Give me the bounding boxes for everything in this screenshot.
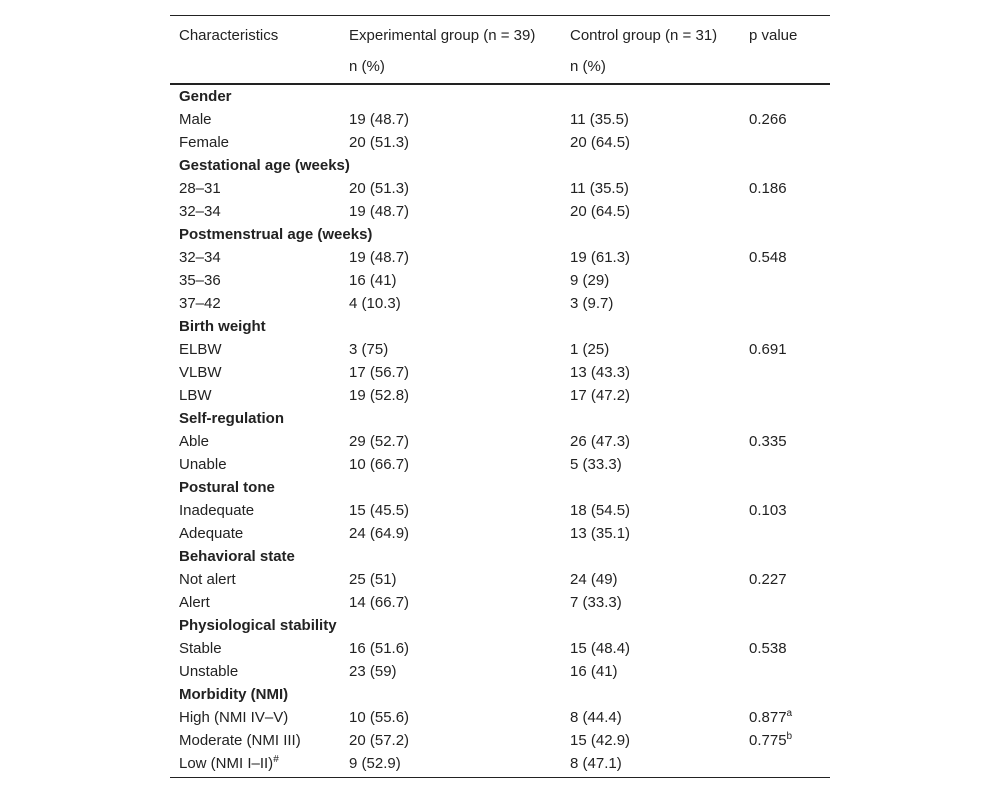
row-label: Female: [179, 134, 230, 151]
control-value-cell: [561, 269, 740, 292]
p-value: 0.335: [749, 433, 787, 450]
header-experimental: Experimental group (n = 39): [340, 16, 561, 48]
p-value-cell: [740, 522, 830, 545]
control-value: 26 (47.3): [570, 433, 631, 450]
row-label-cell: [170, 108, 340, 131]
p-value: 0.103: [749, 502, 787, 519]
row-label: High (NMI IV–V): [179, 709, 289, 726]
table-row: [170, 246, 830, 269]
header-control-unit: n (%): [561, 47, 740, 84]
row-label: Moderate (NMI III): [179, 732, 301, 749]
experimental-value-cell: [340, 752, 561, 778]
row-label: 32–34: [179, 249, 221, 266]
p-value-cell: [740, 660, 830, 683]
section-title: Gestational age (weeks): [179, 157, 350, 174]
control-value: 13 (35.1): [570, 525, 631, 542]
row-label-cell: [170, 568, 340, 591]
experimental-value: 19 (52.8): [349, 387, 410, 404]
p-value-cell: [740, 361, 830, 384]
control-value-cell: [561, 246, 740, 269]
experimental-value-cell: [340, 246, 561, 269]
control-value-cell: [561, 292, 740, 315]
p-value-cell: [740, 269, 830, 292]
section-header-row: [170, 614, 830, 637]
experimental-value-cell: [340, 200, 561, 223]
row-label: Adequate: [179, 525, 244, 542]
section-title: Self-regulation: [179, 410, 285, 427]
p-value-cell: [740, 384, 830, 407]
experimental-value: 14 (66.7): [349, 594, 410, 611]
row-label: Male: [179, 111, 212, 128]
experimental-value: 24 (64.9): [349, 525, 410, 542]
p-value-cell: [740, 338, 830, 361]
section-header-row: [170, 315, 830, 338]
p-value: 0.877: [749, 709, 787, 726]
experimental-value: 25 (51): [349, 571, 397, 588]
experimental-value: 10 (66.7): [349, 456, 410, 473]
p-value-cell: [740, 131, 830, 154]
control-value-cell: [561, 706, 740, 729]
control-value: 8 (44.4): [570, 709, 622, 726]
p-value-cell: [740, 729, 830, 752]
row-label: LBW: [179, 387, 212, 404]
table-row: [170, 131, 830, 154]
row-label-cell: [170, 453, 340, 476]
table-row: [170, 660, 830, 683]
table-row: [170, 200, 830, 223]
row-label: VLBW: [179, 364, 222, 381]
section-header-row: [170, 223, 830, 246]
experimental-value: 29 (52.7): [349, 433, 410, 450]
row-label: 35–36: [179, 272, 221, 289]
p-value-cell: [740, 637, 830, 660]
row-label-cell: [170, 338, 340, 361]
p-value: 0.186: [749, 180, 787, 197]
row-label-cell: [170, 269, 340, 292]
table-row: [170, 522, 830, 545]
control-value-cell: [561, 591, 740, 614]
row-label-cell: [170, 637, 340, 660]
control-value: 20 (64.5): [570, 203, 631, 220]
experimental-value-cell: [340, 108, 561, 131]
table-row: [170, 752, 830, 778]
experimental-value-cell: [340, 637, 561, 660]
p-value-cell: [740, 453, 830, 476]
p-value: 0.548: [749, 249, 787, 266]
experimental-value: 19 (48.7): [349, 203, 410, 220]
control-value: 13 (43.3): [570, 364, 631, 381]
experimental-value: 9 (52.9): [349, 755, 401, 772]
table-row: [170, 384, 830, 407]
row-label-cell: [170, 131, 340, 154]
experimental-value-cell: [340, 292, 561, 315]
p-value-footnote: a: [786, 708, 793, 719]
control-value: 24 (49): [570, 571, 618, 588]
row-label-cell: [170, 752, 340, 778]
control-value-cell: [561, 660, 740, 683]
p-value-cell: [740, 706, 830, 729]
control-value-cell: [561, 453, 740, 476]
control-value: 8 (47.1): [570, 755, 622, 772]
row-label: Alert: [179, 594, 210, 611]
row-label-cell: [170, 591, 340, 614]
row-label: Able: [179, 433, 210, 450]
section-title: Morbidity (NMI): [179, 686, 289, 703]
table-row: [170, 292, 830, 315]
section-header-row: [170, 84, 830, 108]
table-row: [170, 108, 830, 131]
row-label-cell: [170, 660, 340, 683]
control-value: 1 (25): [570, 341, 610, 358]
table-row: [170, 499, 830, 522]
experimental-value-cell: [340, 706, 561, 729]
control-value: 9 (29): [570, 272, 610, 289]
experimental-value: 19 (48.7): [349, 111, 410, 128]
experimental-value: 3 (75): [349, 341, 389, 358]
p-value: 0.775: [749, 732, 787, 749]
control-value: 7 (33.3): [570, 594, 622, 611]
table-row: [170, 706, 830, 729]
header-control: Control group (n = 31): [561, 16, 740, 48]
p-value: 0.691: [749, 341, 787, 358]
control-value-cell: [561, 177, 740, 200]
control-value-cell: [561, 568, 740, 591]
control-value: 18 (54.5): [570, 502, 631, 519]
p-value-cell: [740, 430, 830, 453]
p-value-cell: [740, 246, 830, 269]
experimental-value-cell: [340, 660, 561, 683]
control-value: 15 (48.4): [570, 640, 631, 657]
control-value-cell: [561, 729, 740, 752]
control-value: 20 (64.5): [570, 134, 631, 151]
experimental-value: 16 (41): [349, 272, 397, 289]
row-label: Not alert: [179, 571, 236, 588]
p-value-cell: [740, 292, 830, 315]
control-value: 17 (47.2): [570, 387, 631, 404]
section-header-row: [170, 683, 830, 706]
experimental-value-cell: [340, 499, 561, 522]
experimental-value-cell: [340, 384, 561, 407]
row-label-cell: [170, 384, 340, 407]
row-label: Inadequate: [179, 502, 255, 519]
row-label-cell: [170, 200, 340, 223]
control-value: 11 (35.5): [570, 180, 629, 197]
section-header-row: [170, 154, 830, 177]
control-value-cell: [561, 499, 740, 522]
row-label-cell: [170, 246, 340, 269]
control-value: 16 (41): [570, 663, 618, 680]
p-value-cell: [740, 200, 830, 223]
control-value-cell: [561, 522, 740, 545]
p-value-cell: [740, 499, 830, 522]
row-label: Unable: [179, 456, 227, 473]
section-header-row: [170, 476, 830, 499]
experimental-value-cell: [340, 338, 561, 361]
experimental-value-cell: [340, 522, 561, 545]
section-header-row: [170, 407, 830, 430]
control-value-cell: [561, 361, 740, 384]
section-title: Postural tone: [179, 479, 275, 496]
experimental-value-cell: [340, 729, 561, 752]
table-row: [170, 338, 830, 361]
row-label-cell: [170, 361, 340, 384]
control-value-cell: [561, 200, 740, 223]
experimental-value: 19 (48.7): [349, 249, 410, 266]
row-label-cell: [170, 499, 340, 522]
control-value-cell: [561, 752, 740, 778]
p-value-cell: [740, 108, 830, 131]
p-value-footnote: b: [786, 731, 793, 742]
experimental-value-cell: [340, 131, 561, 154]
section-title: Postmenstrual age (weeks): [179, 226, 373, 243]
experimental-value: 16 (51.6): [349, 640, 410, 657]
row-label-cell: [170, 177, 340, 200]
header-unit-row: [170, 47, 830, 84]
experimental-value: 20 (57.2): [349, 732, 410, 749]
section-title: Behavioral state: [179, 548, 295, 565]
header-characteristics: Characteristics: [170, 16, 340, 48]
table-row: [170, 729, 830, 752]
table-row: [170, 177, 830, 200]
row-label: 28–31: [179, 180, 221, 197]
row-label-cell: [170, 706, 340, 729]
experimental-value-cell: [340, 177, 561, 200]
row-label-cell: [170, 430, 340, 453]
table-row: [170, 637, 830, 660]
experimental-value: 20 (51.3): [349, 180, 410, 197]
row-label-cell: [170, 292, 340, 315]
control-value: 19 (61.3): [570, 249, 631, 266]
header-unit-empty: [170, 47, 340, 84]
table-row: [170, 568, 830, 591]
p-value-cell: [740, 568, 830, 591]
row-label-cell: [170, 729, 340, 752]
experimental-value: 4 (10.3): [349, 295, 401, 312]
row-label: 37–42: [179, 295, 221, 312]
experimental-value-cell: [340, 568, 561, 591]
characteristics-table-container: [170, 15, 830, 778]
control-value: 15 (42.9): [570, 732, 631, 749]
table-row: [170, 269, 830, 292]
experimental-value: 17 (56.7): [349, 364, 410, 381]
control-value-cell: [561, 108, 740, 131]
experimental-value: 23 (59): [349, 663, 397, 680]
experimental-value-cell: [340, 269, 561, 292]
experimental-value-cell: [340, 591, 561, 614]
control-value: 3 (9.7): [570, 295, 614, 312]
header-row: [170, 16, 830, 48]
row-label: Stable: [179, 640, 222, 657]
section-title: Gender: [179, 88, 232, 105]
control-value-cell: [561, 131, 740, 154]
control-value-cell: [561, 384, 740, 407]
control-value-cell: [561, 338, 740, 361]
table-body: [170, 84, 830, 778]
table-row: [170, 361, 830, 384]
table-row: [170, 453, 830, 476]
experimental-value-cell: [340, 361, 561, 384]
experimental-value: 20 (51.3): [349, 134, 410, 151]
section-title: Birth weight: [179, 318, 266, 335]
header-experimental-unit: n (%): [340, 47, 561, 84]
p-value-cell: [740, 591, 830, 614]
p-value-cell: [740, 752, 830, 778]
row-label: Unstable: [179, 663, 239, 680]
experimental-value-cell: [340, 453, 561, 476]
section-header-row: [170, 545, 830, 568]
control-value: 5 (33.3): [570, 456, 622, 473]
experimental-value: 10 (55.6): [349, 709, 410, 726]
p-value-cell: [740, 177, 830, 200]
header-pvalue-unit-empty: [740, 47, 830, 84]
experimental-value: 15 (45.5): [349, 502, 410, 519]
row-label-cell: [170, 522, 340, 545]
experimental-value-cell: [340, 430, 561, 453]
table-row: [170, 430, 830, 453]
table-row: [170, 591, 830, 614]
p-value: 0.227: [749, 571, 787, 588]
p-value: 0.538: [749, 640, 787, 657]
characteristics-table: [170, 15, 830, 778]
row-label-footnote: #: [273, 754, 279, 765]
row-label: Low (NMI I–II): [179, 755, 274, 772]
table-header: [170, 16, 830, 85]
header-pvalue: p value: [740, 16, 830, 48]
p-value: 0.266: [749, 111, 787, 128]
control-value-cell: [561, 637, 740, 660]
control-value-cell: [561, 430, 740, 453]
control-value: 11 (35.5): [570, 111, 629, 128]
section-title: Physiological stability: [179, 617, 337, 634]
row-label: ELBW: [179, 341, 222, 358]
row-label: 32–34: [179, 203, 221, 220]
